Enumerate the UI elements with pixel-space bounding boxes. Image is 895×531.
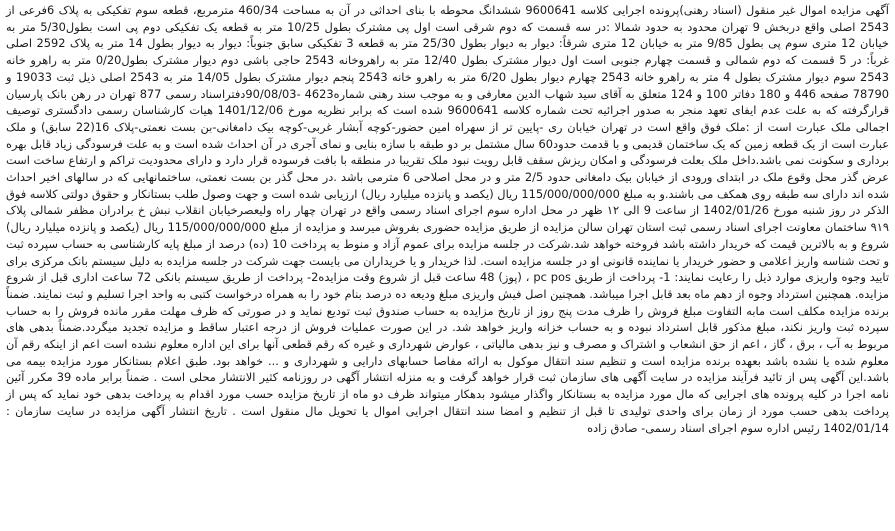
auction-notice-text: آگهی مزایده اموال غیر منقول (اسناد رهنی)پرونده اجرایی کلاسه 9600641 ششدانگ محوطه با بنای احداثی در آن به مساحت 460/34 مترمربع، قطعه سوم تفکیکی به پلاک 6فرعی از 2543 اصلی واقع دربخش 9 تهران محدود به حدود شمالا :در سه قسمت که دوم شرقی است اول پی مشترک بطول 10/25 متر به قطعه یک تفکیکی دوم پی است بطول5/30 متر به خیابان 12 متری سوم پی بطول 9/85 متر به خیابان 12 متری شرقاً: دیوار به دیوار بطول 25/30 متر به قطعه 3 تفکیکی سابق جنوباً: دیوار به دیوار بطول 14 متر به پلاک 2592 اصلی غرباً: در 5 قسمت که دوم شمالی و قسمت چهارم جنوبی است اول دیوار مشترک بطول 12/40 متر به راهروخانه 2543 حاجی باشی دوم دیوار مشترک بطول0/20 متر به راهرو خانه 2543 سوم دیوار مشترک بطول 4 متر به راهرو خانه 2543 چهارم دیوار بطول 6/20 متر به راهرو خانه 2543 پنجم دیوار مشترک بطول 14/05 متر به 2543 اصلی ذیل ثبت 19033 و 78790 صفحه 446 و 180 دفاتر 100 و 124 متعلق به آقای سید شهاب الدین معارفی و به موجب سند رهنی شماره4623 -90/08/03دفتراسناد رسمی 877 تهران در رهن بانک پارسیان قرارگرفته که به علت عدم ایفای تعهد منجر به صدور اجرائیه تحت شماره کلاسه 9600641 شده است که برابر نظریه مورخ 1401/12/06 هیات کارشناسان رسمی دادگستری توصیف اجمالی ملک عبارت است از :ملک فوق واقع است در تهران خیابان ری -پایین تر از سهراه امین حضور-کوچه آبشار غربی-کوچه بیک دامغانی-بن بست نعمتی-پلاک 16(22 سابق) و ملک عبارت است از یک قطعه زمین که یک ساختمان قدیمی و با قدمت حدود60 سال مشتمل بر دو طبقه با سازه بنایی و نمای آجری در آن احداث شده است و به علت فرسودگی زیاد قابل بهره برداری و سکونت نمی باشد.داخل ملک بعلت فرسودگی و امکان ریزش سقف قابل رویت نبود ملک تقریبا در منطقه با بافت فرسوده قرار دارد و دارای محدودیت تراکم و ارتفاع ساخت است عرض گذر محل وقوع ملک در ابتدای ورودی از خیابان بیک دامغانی حدود 2/5 متر و در محل اصلاحی 6 مترمی باشد .در محل گذر بن بست نعمتی، ساختمانهایی که در سالهای اخیر احداث شده اند دارای سه طبقه روی همکف می باشند.و به مبلغ 115/000/000/000 ریال (یکصد و پانزده میلیارد ریال) ارزیابی شده است و جهت وصول طلب بستانکار و حقوق دولتی کلاسه فوق الذکر در روز شنبه مورخ 1402/01/26 از ساعت 9 الی ۱۲ ظهر در محل اداره سوم اجرای اسناد رسمی واقع در تهران چهار راه ولیعصرخیابان انقلاب نبش خ برادران مظفر شمالی پلاک ۹۱۹ ساختمان معاونت اجرای اسناد رسمی ثبت استان تهران سالن مزایده از طریق مزایده حضوری بفروش میرسد و مزایده از مبلغ 115/000/000/000 ریال (یکصد و پانزده میلیارد ریال) شروع و به بالاترین قیمت که خریدار داشته باشد فروخته خواهد شد.شرکت در جلسه مزایده برای عموم آزاد و منوط به پرداخت 10 (ده) درصد از مبلغ پایه کارشناسی به حساب سپرده ثبت و تحت شناسه واریز اعلامی و حضور خریدار یا نماینده قانونی او در جلسه مزایده است. لذا خریدار و یا خریداران می بایست جهت شرکت در جلسه مزایده به دلیل سیستم بانک مرکزی برای تایید وجوه واریزی موارد ذیل را رعایت نمایند: 1- پرداخت از طریق pc pos ، (پوز) 48 ساعت قبل از شروع وقت مزایده2- پرداخت از طریق سیستم بانکی 72 ساعت اداری قبل از شروع مزایده. همچنین استرداد وجوه از دهم ماه بعد قابل اجرا میباشد. همچنین اصل فیش واریزی مبلغ ودیعه ده درصد بنام خود را به همراه درخواست کتبی به واحد اجرا تسلیم و ثبت نمایند. ضمناً برنده مزایده مکلف است مابه التفاوت مبلغ فروش را ظرف مدت پنج روز از تاریخ مزایده به حساب صندوق ثبت تودیع نماید و در صورتی که ظرف مهلت مقرر مانده فروش را به حساب سپرده ثبت واریز نکند، مبلغ مذکور قابل استرداد نبوده و به حساب خزانه واریز خواهد شد. در این صورت عملیات فروش از درجه اعتبار ساقط و مزایده تجدید میگردد.ضمناً بدهی های مربوط به آب ، برق ، گاز ، اعم از حق انشعاب و اشتراک و مصرف و نیز بدهی مالیاتی ، عوارض شهرداری و غیره که رقم قطعی آنها برای این اداره معلوم نشده است اعم از اینکه رقم آن معلوم شده یا نشده باشد بعهده برنده مزایده است و تنظیم سند انتقال موکول به ارائه مفاصا حسابهای دارایی و شهرداری و ... خواهد بود. طبق اعلام بستانکار مورد مزایده بیمه می باشد.این آگهی پس از تائید فرآیند مزایده در سایت آگهی های سازمان ثبت قرار خواهد گرفت و به منزله انتشار آگهی در روزنامه کثیر الانتشار محلی است . ضمناً برابر ماده 39 مکرر آئین نامه اجرا در کلیه پرونده های اجرایی که مال مورد مزایده به بستانکار واگذار میشود بدهکار میتواند ظرف دو ماه از تاریخ مزایده حسب مورد اقدام به پرداخت بدهی خود نماید که پس از پرداخت بدهی حسب مورد از زمان برای واحدی تولیدی تا قبل از تنظیم و امضا سند انتقال اجرایی اموال یا تحویل مال منقول است . تاریخ انتشار آگهی مزایده در سایت سازمان : 1402/01/14 رئیس اداره سوم اجرای اسناد رسمی- صادق زاده bbox=[6, 3, 890, 435]
